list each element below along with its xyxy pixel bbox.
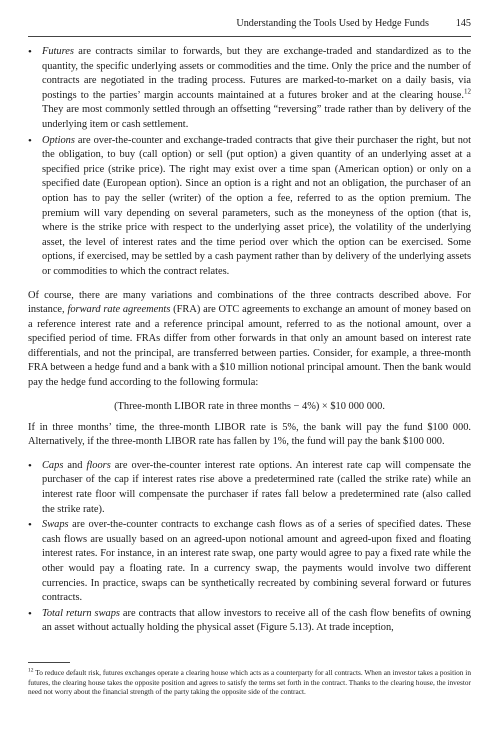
list-item-futures: [28, 45, 471, 133]
futures-text-b: They are most commonly settled through an offsetting “reversing” trade rather than by delivery of the underlying item or cash settlement.: [42, 104, 471, 130]
fra-text-a: Of course, there are many variations and combinations of the three contracts described above. For instance,: [28, 289, 471, 316]
list-item-total-return-swaps: [28, 607, 471, 636]
list-item-options: [28, 134, 471, 280]
footnote-12: [28, 668, 471, 697]
caps-text: are over-the-counter interest rate options. An interest rate cap will compensate the purchaser of the cap if interest rates rise above a predetermined rate (called the strike rate) while an interest rate floor will compensate the purchaser if rates fall below a predetermined rate (also called the strike rate).: [42, 459, 471, 515]
futures-text-a: are contracts similar to forwards, but they are exchange-traded and standardized as to the quantity, the specific underlying assets or commodities and the time. Only the price and the number of contracts are negotiated in the trading process. Futures are marked-to-market on a daily basis, via postings to the parties’ margin accounts maintained at a futures broker and at the clearing house.: [42, 46, 471, 101]
bullet-list-contracts: [28, 45, 471, 280]
options-text: are over-the-counter and exchange-traded contracts that give their purchaser the right, but not the obligation, to buy (call option) or sell (put option) a given quantity of an underlying asset at a specified price (strike price). The right may exist over a time span (American option) or only on a specified date (European option). Since an option is a right and not an obligation, the purchaser of an option has to pay the seller (writer) of the option a fee, referred to as the option premium. The premium will vary depending on several parameters, such as the moneyness of the option (that is, where is the strike price with respect to the underlying asset price), the volatility of the underlying asset, the level of interest rates and the time period over which the option can be exercised. Some options, if exercised, may be settled by a cash payment rather than by delivery of the underlying assets or commodities to which the contract relates.: [42, 134, 471, 277]
document-page: [28, 14, 471, 637]
running-title: Understanding the Tools Used by Hedge Funds: [236, 18, 429, 29]
list-item-swaps: [28, 518, 471, 606]
bullet-list-derivatives: [28, 459, 471, 636]
term-caps: Caps: [42, 459, 64, 471]
term-options: Options: [42, 134, 75, 146]
term-futures: Futures: [42, 46, 74, 57]
trs-text: are contracts that allow investors to receive all of the cash flow benefits of owning an asset without actually holding the physical asset (Figure 5.13). At trade inception,: [42, 607, 472, 634]
footnote-text: To reduce default risk, futures exchanges operate a clearing house which acts as a counterparty for all contracts. When an investor takes a position in futures, the clearing house takes the opposite position and agrees to satisfy the terms set forth in the contract. Thanks to the clearing house, the investor need not worry about the financial strength of the party taking the opposite side of the contract.: [28, 668, 471, 697]
paragraph-fra: [28, 289, 471, 391]
footnote-ref-12[interactable]: 12: [464, 87, 471, 96]
bullet-icon: •: [28, 459, 32, 472]
term-floors: floors: [86, 459, 111, 471]
page-number: 145: [455, 18, 471, 29]
term-fra: forward rate agreements: [67, 304, 171, 316]
bullet-icon: •: [28, 46, 32, 58]
footnote-number: 12: [28, 667, 34, 674]
footnote-divider: [28, 662, 70, 663]
paragraph-libor-example: If in three months’ time, the three-month LIBOR rate is 5%, the bank will pay the fund $100 000. Alternatively, if the three-month LIBOR rate has fallen by 1%, the fund will pay the bank $100 000.: [28, 421, 471, 448]
caps-joiner: and: [63, 459, 87, 471]
running-header: [28, 14, 471, 37]
term-swaps: Swaps: [42, 519, 69, 531]
bullet-icon: •: [28, 519, 32, 532]
term-total-return-swaps: Total return swaps: [42, 607, 120, 619]
formula: (Three-month LIBOR rate in three months − 4%) × $10 000 000.: [114, 400, 385, 412]
swaps-text: are over-the-counter contracts to exchange cash flows as of a series of specified dates. These cash flows are usually based on an agreed-upon notional amount and agreed-upon fixed and floating interest rates. For instance, in an interest rate swap, one party would agree to pay a fixed rate while the other would pay a floating rate. In a currency swap, the payments would involve two different currencies. In practice, swaps can be synthetically recreated by combining several forward or futures contracts.: [42, 519, 471, 604]
bullet-icon: •: [28, 607, 32, 620]
bullet-icon: •: [28, 134, 32, 147]
fra-text-b: (FRA) are OTC agreements to exchange an amount of money based on a reference interest rate and a reference principal amount, referred to as the notional amount, over a specified period of time. FRAs differ from other forwards in that only an amount based on interest rate differentials, and not the principal, are transferred between parties. Consider, for example, a three-month FRA between a hedge fund and a bank with a $10 million notional principal amount. Then the bank would pay the hedge fund according to the following formula:: [28, 304, 471, 389]
list-item-caps-floors: [28, 459, 471, 517]
